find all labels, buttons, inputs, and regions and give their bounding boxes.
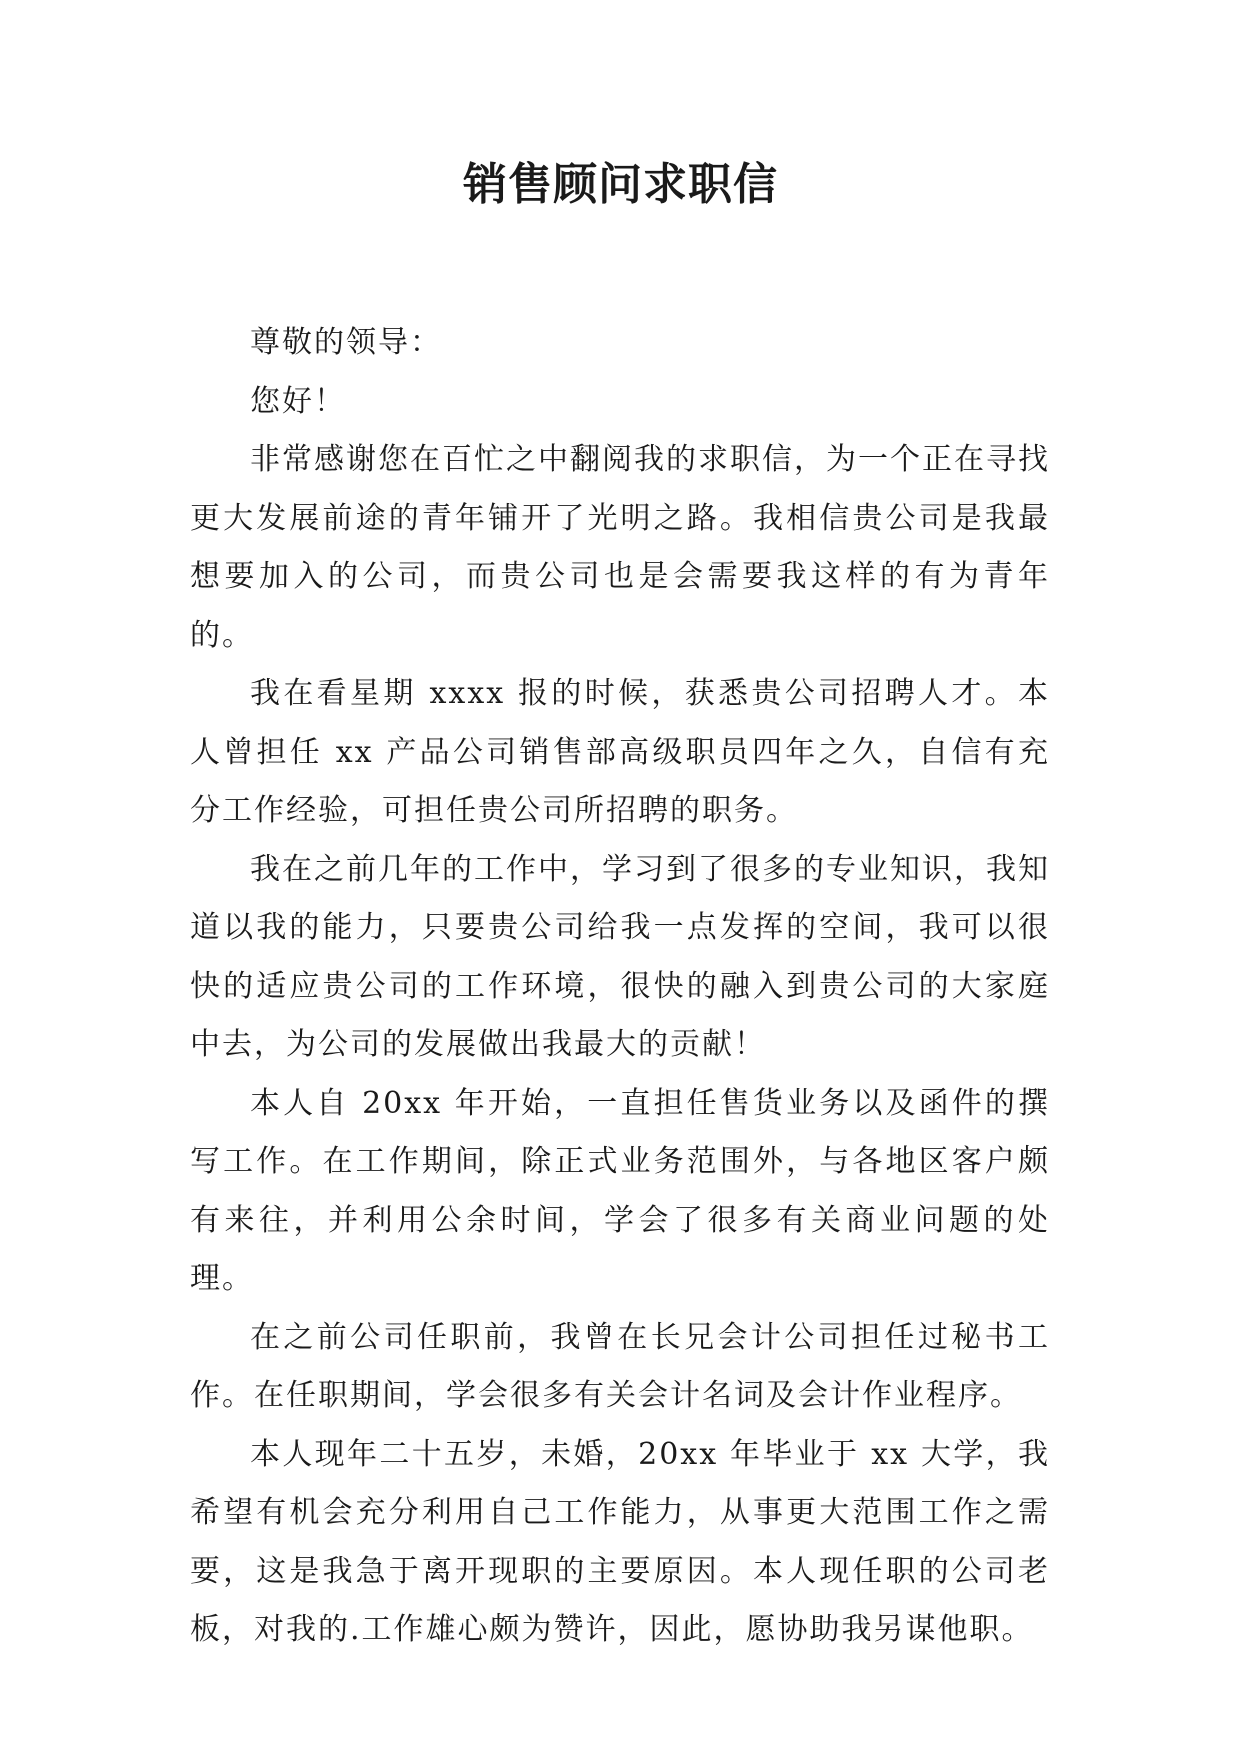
paragraph: 本人现年二十五岁，未婚，20xx 年毕业于 xx 大学，我希望有机会充分利用自己工作能力，从事更大范围工作之需要，这是我急于离开现职的主要原因。本人现任职的公司老板，对我的.工作雄心颇为赞许，因此，愿协助我另谋他职。 xyxy=(190,1436,1050,1647)
greeting: 您好！ xyxy=(250,383,346,419)
document-title: 销售顾问求职信 xyxy=(463,159,778,210)
paragraph: 我在看星期 xxxx 报的时候，获悉贵公司招聘人才。本人曾担任 xx 产品公司销售部高级职员四年之久，自信有充分工作经验，可担任贵公司所招聘的职务。 xyxy=(190,676,1050,828)
paragraph: 在之前公司任职前，我曾在长兄会计公司担任过秘书工作。在任职期间，学会很多有关会计名词及会计作业程序。 xyxy=(190,1319,1050,1413)
paragraph: 非常感谢您在百忙之中翻阅我的求职信，为一个正在寻找更大发展前途的青年铺开了光明之路。我相信贵公司是我最想要加入的公司，而贵公司也是会需要我这样的有为青年的。 xyxy=(190,442,1050,653)
paragraph: 我在之前几年的工作中，学习到了很多的专业知识，我知道以我的能力，只要贵公司给我一点发挥的空间，我可以很快的适应贵公司的工作环境，很快的融入到贵公司的大家庭中去，为公司的发展做出我最大的贡献！ xyxy=(190,851,1050,1062)
salutation: 尊敬的领导： xyxy=(250,325,442,360)
paragraph: 本人自 20xx 年开始，一直担任售货业务以及函件的撰写工作。在工作期间，除正式业务范围外，与各地区客户颇有来往，并利用公余时间，学会了很多有关商业问题的处理。 xyxy=(190,1085,1050,1296)
letter-body xyxy=(190,314,1050,1660)
